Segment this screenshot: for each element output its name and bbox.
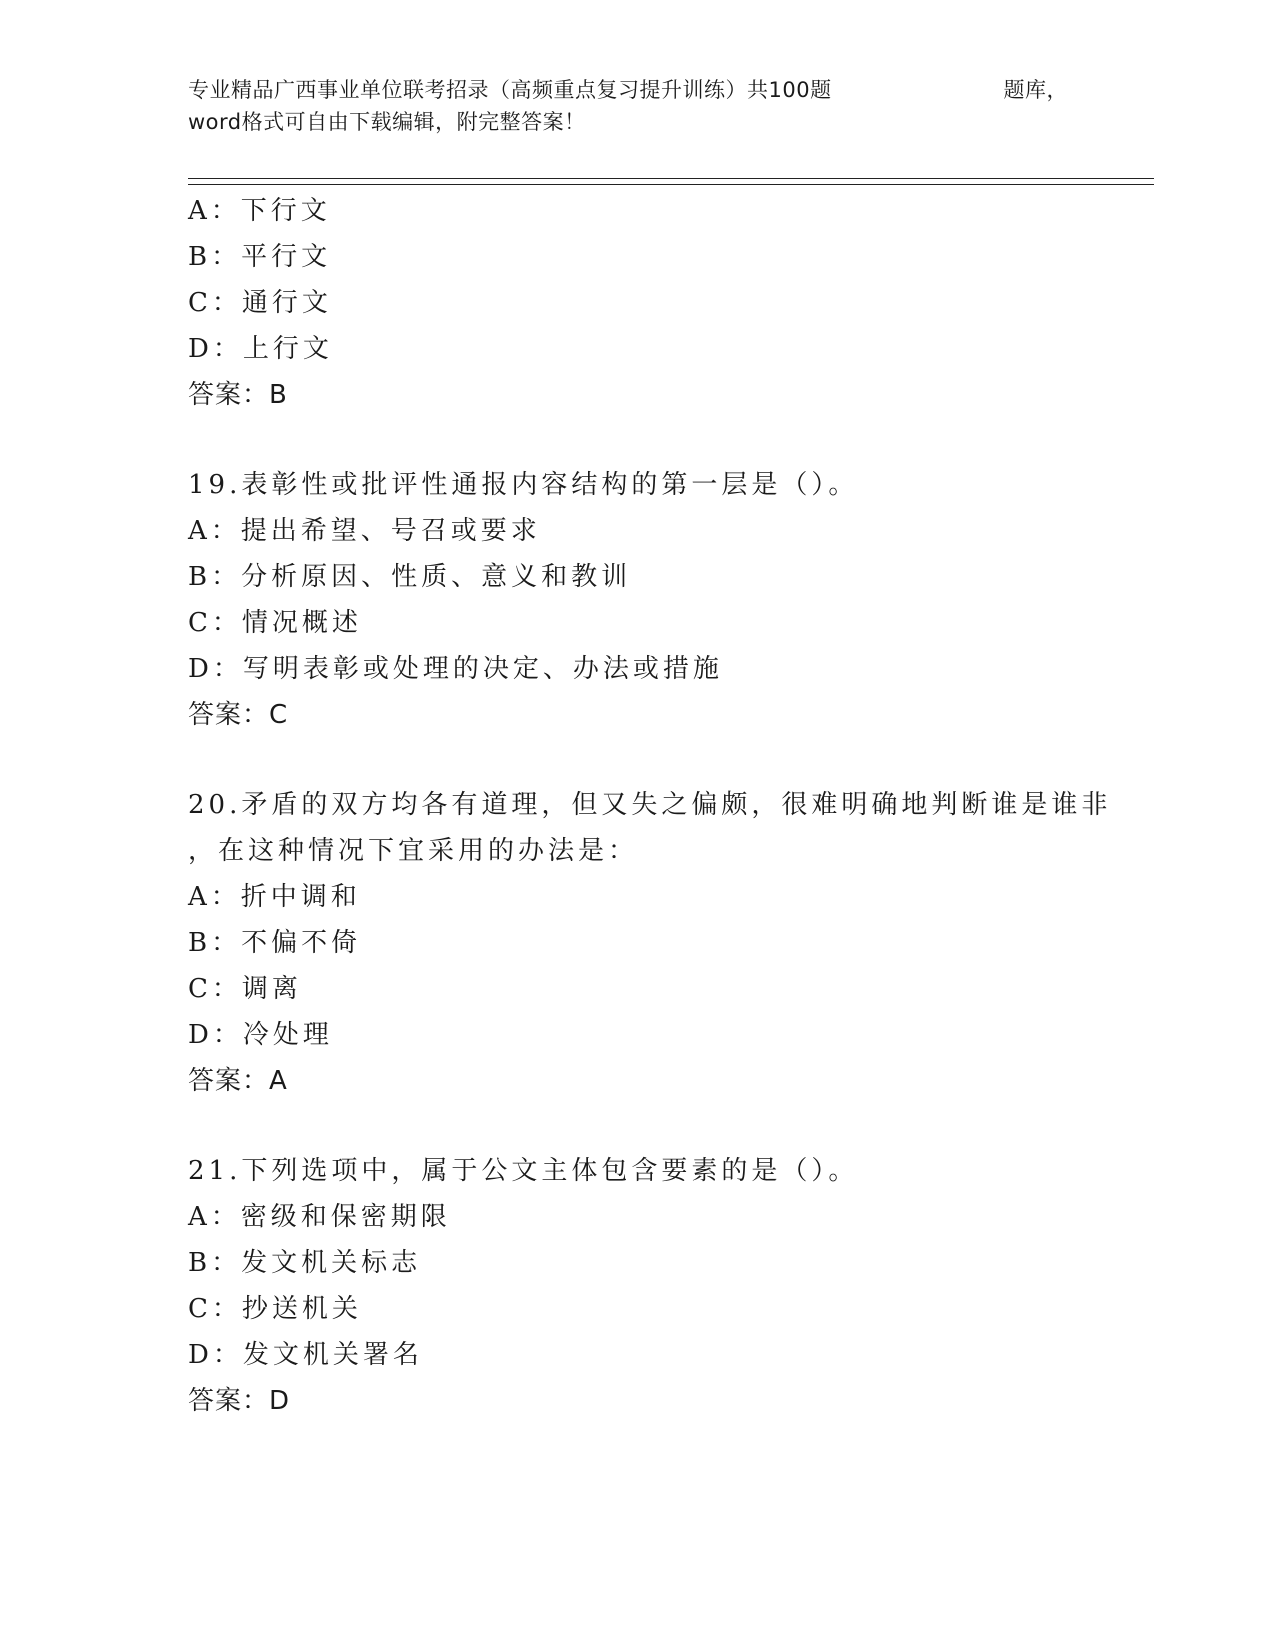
header-line-2: word格式可自由下载编辑，附完整答案！	[188, 110, 586, 134]
spacer	[188, 418, 1148, 462]
question-content	[188, 188, 1148, 1424]
q20-option-d: D：冷处理	[188, 1020, 333, 1050]
q19-stem: 19.表彰性或批评性通报内容结构的第一层是（）。	[188, 470, 859, 500]
q18-option-a: A：下行文	[188, 196, 331, 226]
question-20	[188, 782, 1148, 1104]
spacer	[188, 1104, 1148, 1148]
header-line-1	[188, 74, 1068, 106]
q19-answer: 答案：C	[188, 700, 289, 730]
question-21	[188, 1148, 1148, 1424]
q21-option-d: D：发文机关署名	[188, 1340, 423, 1370]
q20-stem-line-2: ，在这种情况下宜采用的办法是：	[188, 836, 639, 866]
q20-stem-line-1: 20.矛盾的双方均各有道理，但又失之偏颇，很难明确地判断谁是谁非	[188, 790, 1112, 820]
q20-option-a: A：折中调和	[188, 882, 361, 912]
q18-answer: 答案：B	[188, 380, 288, 410]
header-divider-bottom	[188, 184, 1154, 185]
q21-answer: 答案：D	[188, 1386, 291, 1416]
header-title-suffix: 题库，	[1003, 78, 1068, 102]
q19-option-c: C：情况概述	[188, 608, 362, 638]
q19-option-b: B：分析原因、性质、意义和教训	[188, 562, 632, 592]
q20-option-c: C：调离	[188, 974, 302, 1004]
q18-option-d: D：上行文	[188, 334, 333, 364]
q19-option-a: A：提出希望、号召或要求	[188, 516, 541, 546]
q21-stem: 21.下列选项中，属于公文主体包含要素的是（）。	[188, 1156, 859, 1186]
q21-option-a: A：密级和保密期限	[188, 1202, 451, 1232]
q21-option-c: C：抄送机关	[188, 1294, 362, 1324]
document-header	[188, 74, 1088, 138]
q18-option-c: C：通行文	[188, 288, 332, 318]
q20-option-b: B：不偏不倚	[188, 928, 362, 958]
header-divider-top	[188, 178, 1154, 179]
q18-option-b: B：平行文	[188, 242, 332, 272]
q20-answer: 答案：A	[188, 1066, 288, 1096]
header-title: 专业精品广西事业单位联考招录（高频重点复习提升训练）共100题	[188, 78, 832, 102]
question-18-options	[188, 188, 1148, 418]
question-19	[188, 462, 1148, 738]
spacer	[188, 738, 1148, 782]
q19-option-d: D：写明表彰或处理的决定、办法或措施	[188, 654, 723, 684]
q21-option-b: B：发文机关标志	[188, 1248, 422, 1278]
